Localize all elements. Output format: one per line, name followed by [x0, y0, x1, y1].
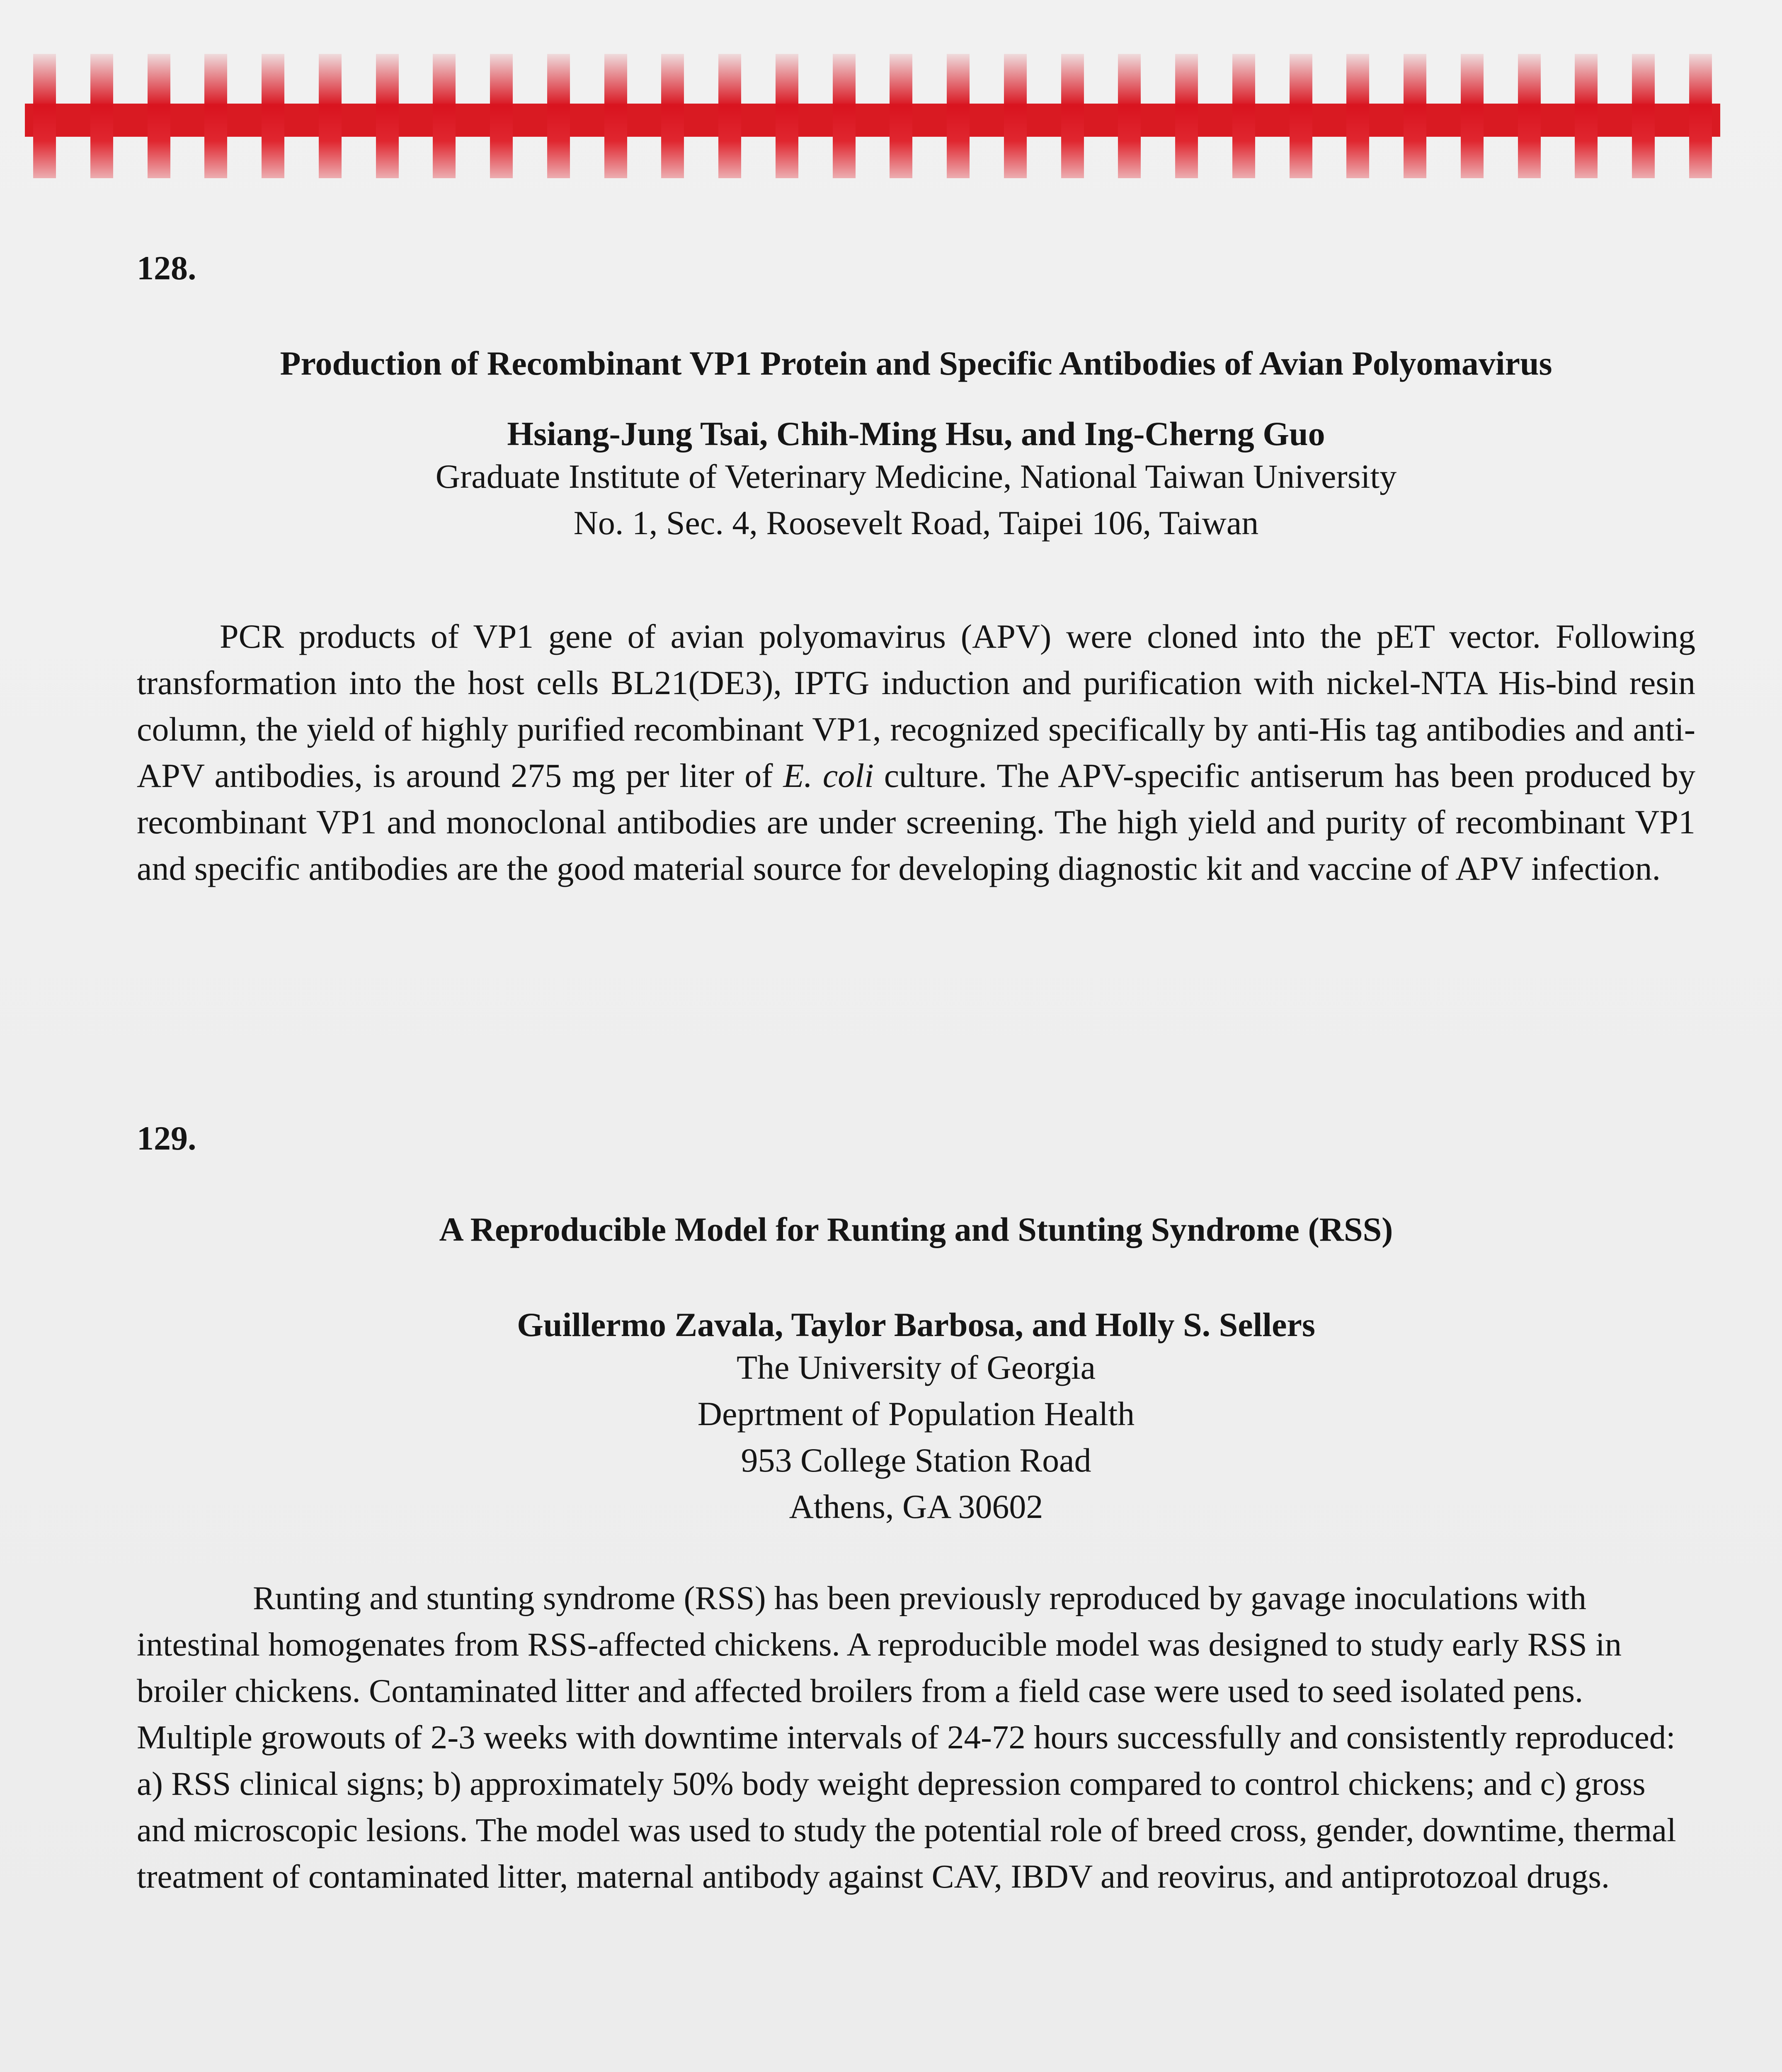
abstract-128	[137, 249, 1695, 288]
banner-stripe	[1061, 54, 1084, 178]
abstract-128-header	[137, 344, 1695, 383]
affiliation-line: 953 College Station Road	[741, 1441, 1091, 1479]
banner-stripe	[490, 54, 513, 178]
banner-stripe	[1290, 54, 1312, 178]
banner-stripe	[433, 54, 456, 178]
abstract-text-part: PCR products of VP1 gene of avian polyomavirus (APV) were cloned into the pET vector. Following transformation into the host cells BL21(DE3), IPTG induction and purification with nickel-NTA His-bind resin column, the yield of highly purified recombinant VP1, recognized specifically by anti-His tag antibodies and anti-APV antibodies, is around 275 mg per liter of	[137, 617, 1695, 794]
abstract-title: Production of Recombinant VP1 Protein and Specific Antibodies of Avian Polyomavirus	[280, 344, 1552, 382]
abstract-128-body	[137, 613, 1695, 892]
abstract-128-authors-block	[137, 414, 1695, 546]
abstract-text: Runting and stunting syndrome (RSS) has been previously reproduced by gavage inoculations with intestinal homogenates from RSS-affected chickens. A reproducible model was designed to study early RSS in broiler chickens. Contaminated litter and affected broilers from a field case were used to seed isolated pens. Multiple growouts of 2-3 weeks with downtime intervals of 24-72 hours successfully and consistently reproduced: a) RSS clinical signs; b) approximately 50% body weight depression compared to control chickens; and c) gross and microscopic lesions. The model was used to study the potential role of breed cross, gender, downtime, thermal treatment of contaminated litter, maternal antibody against CAV, IBDV and reovirus, and antiprotozoal drugs.	[137, 1579, 1676, 1895]
banner-stripe	[604, 54, 627, 178]
banner-stripe	[1232, 54, 1255, 178]
banner-stripe	[204, 54, 227, 178]
abstract-number: 128.	[137, 249, 196, 287]
banner-stripe	[148, 54, 170, 178]
banner-stripe	[547, 54, 570, 178]
banner-stripe	[376, 54, 399, 178]
banner-stripe	[1632, 54, 1655, 178]
banner-stripe	[661, 54, 684, 178]
banner-stripe	[1689, 54, 1712, 178]
affiliation-line: Graduate Institute of Veterinary Medicine, National Taiwan University	[435, 457, 1397, 495]
affiliation-line: The University of Georgia	[736, 1348, 1096, 1386]
abstract-authors: Guillermo Zavala, Taylor Barbosa, and Holly S. Sellers	[517, 1306, 1315, 1343]
affiliation-line: Athens, GA 30602	[789, 1488, 1043, 1525]
abstract-129	[137, 1119, 1695, 1158]
abstract-text-part: culture. The APV-specific antiserum has been produced by recombinant VP1 and monoclonal antibodies are under screening. The high yield and purity of recombinant VP1 and specific antibodies are the good material source for developing diagnostic kit and vaccine of APV infection.	[137, 757, 1695, 887]
banner-stripe	[90, 54, 113, 178]
banner-stripe	[1461, 54, 1484, 178]
banner-stripe	[833, 54, 856, 178]
banner-stripe	[1175, 54, 1198, 178]
abstract-129-header	[137, 1210, 1695, 1249]
abstract-129-authors-block	[137, 1305, 1695, 1530]
header-banner	[33, 54, 1712, 191]
banner-stripe	[718, 54, 741, 178]
abstract-number: 129.	[137, 1119, 196, 1157]
banner-stripe	[776, 54, 798, 178]
banner-stripe	[1518, 54, 1541, 178]
species-name: E. coli	[783, 757, 874, 794]
banner-stripe	[947, 54, 970, 178]
banner-stripe	[1004, 54, 1027, 178]
abstract-text	[137, 613, 1695, 892]
banner-stripe	[319, 54, 342, 178]
abstract-authors: Hsiang-Jung Tsai, Chih-Ming Hsu, and Ing-Cherng Guo	[507, 415, 1325, 453]
banner-stripe	[1575, 54, 1598, 178]
banner-stripe	[1346, 54, 1369, 178]
banner-stripe	[1118, 54, 1141, 178]
banner-stripe	[33, 54, 56, 178]
banner-stripe	[890, 54, 912, 178]
affiliation-line: Deprtment of Population Health	[697, 1395, 1135, 1433]
affiliation-line: No. 1, Sec. 4, Roosevelt Road, Taipei 106, Taiwan	[573, 504, 1259, 542]
banner-stripe	[262, 54, 284, 178]
abstract-title: A Reproducible Model for Runting and Stunting Syndrome (RSS)	[439, 1210, 1393, 1248]
abstract-129-body	[137, 1575, 1695, 1900]
banner-stripe	[1404, 54, 1426, 178]
